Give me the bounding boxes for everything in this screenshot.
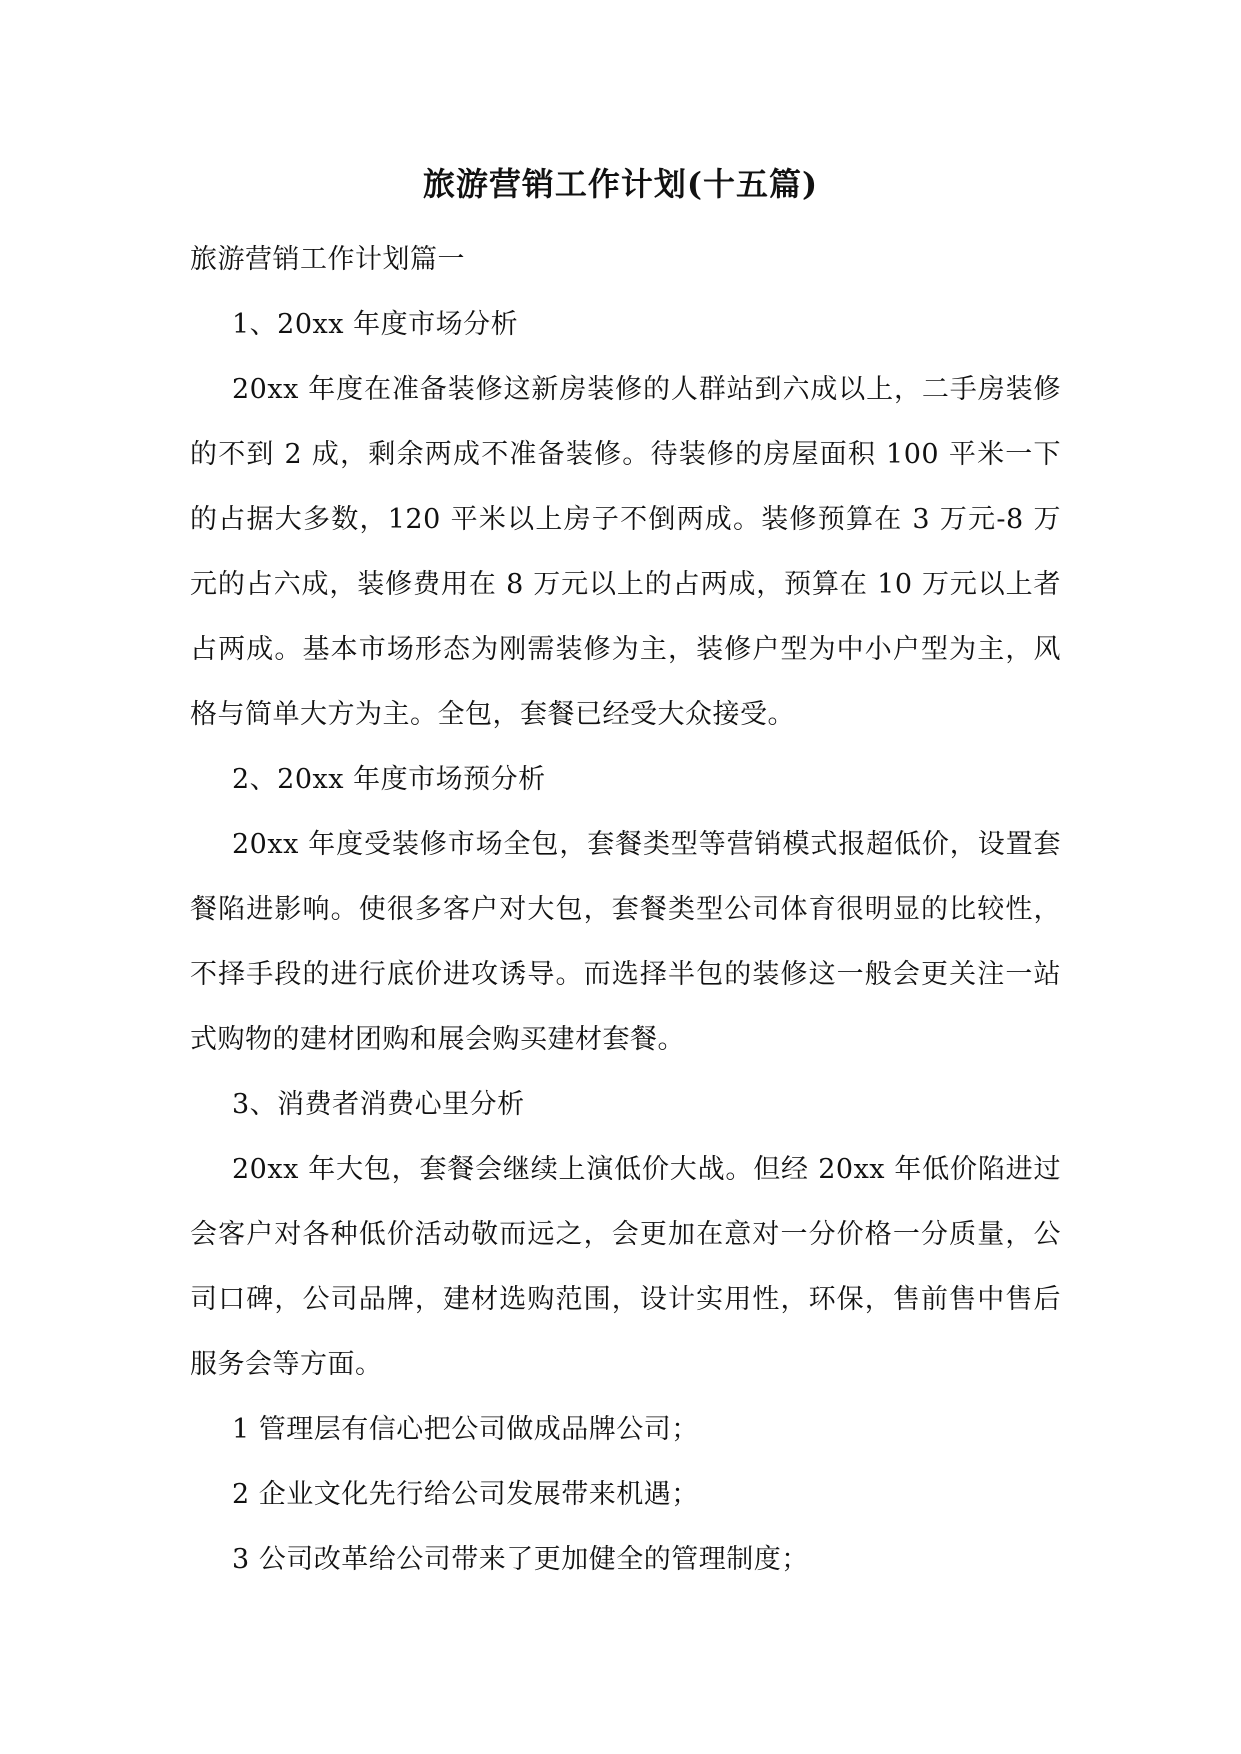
- paragraph-market-forecast: 20xx 年度受装修市场全包，套餐类型等营销模式报超低价，设置套餐陷进影响。使很多客户对大包，套餐类型公司体育很明显的比较性，不择手段的进行底价进攻诱导。而选择半包的装修这一般会更关注一站式购物的建材团购和展会购买建材套餐。: [190, 829, 1061, 1055]
- document-title: 旅游营销工作计划(十五篇): [422, 165, 819, 203]
- paragraph-market-analysis: 20xx 年度在准备装修这新房装修的人群站到六成以上，二手房装修的不到 2 成，剩余两成不准备装修。待装修的房屋面积 100 平米一下的占据大多数，120 平米以上房子不倒两成。装修预算在 3 万元-8 万元的占六成，装修费用在 8 万元以上的占两成，预算在 10 万元以上者占两成。基本市场形态为刚需装修为主，装修户型为中小户型为主，风格与简单大方为主。全包，套餐已经受大众接受。: [190, 374, 1061, 730]
- subheading-consumer-psychology: 3、消费者消费心里分析: [232, 1089, 525, 1120]
- list-item: 1 管理层有信心把公司做成品牌公司；: [232, 1414, 699, 1445]
- list-item: 2 企业文化先行给公司发展带来机遇；: [232, 1479, 699, 1510]
- document-body: [190, 227, 1061, 1592]
- list-item: 3 公司改革给公司带来了更加健全的管理制度；: [232, 1544, 809, 1575]
- paragraph-consumer-psychology: 20xx 年大包，套餐会继续上演低价大战。但经 20xx 年低价陷进过会客户对各种低价活动敬而远之，会更加在意对一分价格一分质量，公司口碑，公司品牌，建材选购范围，设计实用性，环保，售前售中售后服务会等方面。: [190, 1154, 1061, 1380]
- subheading-market-analysis: 1、20xx 年度市场分析: [232, 309, 519, 340]
- subheading-market-forecast: 2、20xx 年度市场预分析: [232, 764, 546, 795]
- section-heading: 旅游营销工作计划篇一: [190, 244, 465, 275]
